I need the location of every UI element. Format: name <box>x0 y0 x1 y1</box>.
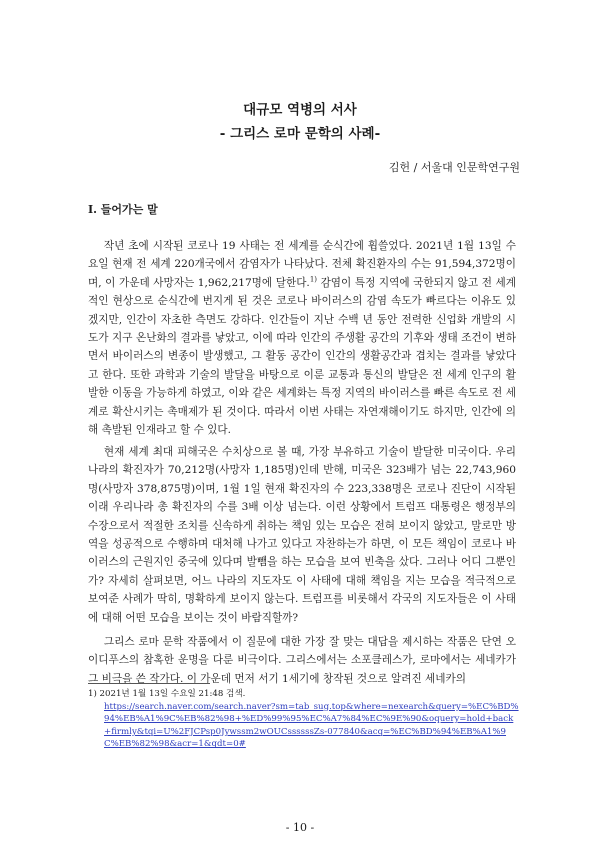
document-subtitle: - 그리스 로마 문학의 사례- <box>219 126 381 142</box>
section-heading: I. 들어가는 말 <box>88 203 158 216</box>
paragraph-1-block <box>88 237 516 439</box>
paragraph-1 <box>88 237 516 439</box>
paragraph-3-block <box>88 633 516 688</box>
document-title: 대규모 역병의 서사 <box>243 102 357 118</box>
footnote-link[interactable]: https://search.naver.com/search.naver?sm=tab_sug.top&where=nexearch&query=%EC%BD%94%EB%A1%9C%EB%82%98+%ED%99%95%EC%A7%84%EC%9E%90&oquery=hold+back+firmly&tqi=U%2FJCPsp0Jywssm2wOUCssssssZs-077840&acq=%EC%BD%94%EB%A1%9C%EB%82%98&acr=1&qdt=0# <box>104 701 519 750</box>
footnote-reference[interactable]: 1) <box>309 275 317 284</box>
footnote-divider <box>88 683 210 684</box>
paragraph-1-part-a: 작년 초에 시작된 코로나 19 사태는 전 세계를 순식간에 휩쓸었다. 2021년 1월 13일 수요일 현재 전 세계 220개국에서 감염자가 나타났다. 전체 확진환자의 수는 91,594,372명이며, 이 가운데 사망자는 1,962,217명에 달한다. <box>88 240 516 289</box>
paragraph-2-block <box>88 443 516 627</box>
paragraph-2: 현재 세계 최대 피해국은 수치상으로 볼 때, 가장 부유하고 기술이 발달한 미국이다. 우리나라의 확진자가 70,212명(사망자 1,185명)인데 반해, 미국은 323배가 넘는 22,743,960명(사망자 378,875명)이며, 1월 1일 현재 확진자의 수 223,338명은 코로나 진단이 시작된 이래 우리나라 총 확진자의 수를 3배 이상 넘는다. 이런 상황에서 트럼프 대통령은 행정부의 수장으로서 적절한 조치를 신속하게 취하는 책임 있는 모습은 전혀 보이지 않았고, 말로만 방역을 성공적으로 수행하며 대처해 나가고 있다고 자찬하는가 하면, 이 모든 책임이 코로나 바이러스의 근원지인 중국에 있다며 발뺌을 하는 모습을 보여 빈축을 샀다. 그러나 어디 그뿐인가? 자세히 살펴보면, 어느 나라의 지도자도 이 사태에 대해 책임을 지는 모습을 적극적으로 보여준 사례가 딱히, 명확하게 보이지 않는다. 트럼프를 비롯해서 각국의 지도자들은 이 사태에 대해 어떤 모습을 보이는 것이 바람직할까? <box>88 446 516 624</box>
page-number: - 10 - <box>285 821 315 834</box>
author-line: 김헌 / 서울대 인문학연구원 <box>388 161 520 174</box>
paragraph-1-part-b: 감염이 특정 지역에 국한되지 않고 전 세계적인 현상으로 순식간에 번지게 된 것은 코로나 바이러스의 감염 속도가 빠르다는 이유도 있겠지만, 인간이 자초한 측면도 강하다. 인간들이 지난 수백 년 동안 전력한 신업화 개발의 시도가 지구 온난화의 결과를 낳았고, 이에 따라 인간의 주생활 공간의 기후와 생태 조건이 변하면서 바이러스의 변종이 발생했고, 그 활동 공간이 인간의 생활공간과 겹치는 결과를 낳았다고 한다. 또한 과학과 기술의 발달을 바탕으로 이룬 교통과 통신의 발달은 전 세계 인구의 활발한 이동을 가능하게 하였고, 이와 같은 세계화는 특정 지역의 바이러스를 빠른 속도로 전 세계로 확산시키는 촉매제가 된 것이다. 따라서 이번 사태는 자연재해이기도 하지만, 인간에 의해 촉발된 인재라고 할 수 있다. <box>88 276 516 437</box>
footnote-text: 1) 2021년 1월 13일 수요일 21:48 검색. <box>88 689 246 699</box>
paragraph-3: 그리스 로마 문학 작품에서 이 질문에 대한 가장 잘 맞는 대답을 제시하는 작품은 단연 오이디푸스의 참혹한 운명을 다룬 비극이다. 그리스에서는 소포클레스가, 로마에서는 세네카가 그 비극을 쓴 작가다. 이 가운데 먼저 서기 1세기에 창작된 것으로 알려진 세네카의 <box>88 636 516 685</box>
footnote <box>88 688 520 751</box>
